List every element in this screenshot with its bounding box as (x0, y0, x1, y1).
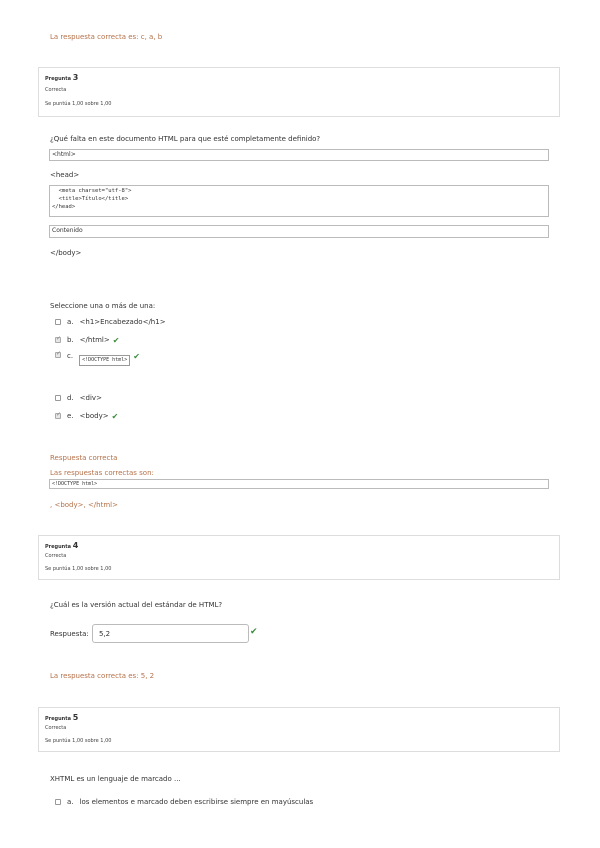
option-a[interactable] (55, 317, 166, 327)
question-4-feedback: La respuesta correcta es: 5, 2 (50, 672, 155, 680)
question-4-text: ¿Cuál es la versión actual del estándar de HTML? (50, 601, 223, 609)
question-grade: Se puntúa 1,00 sobre 1,00 (45, 101, 112, 107)
question-grade: Se puntúa 1,00 sobre 1,00 (45, 738, 112, 744)
option-d-checkbox[interactable] (55, 395, 61, 401)
option-letter: a. (67, 798, 74, 806)
question-5-info (38, 707, 560, 752)
q5-option-a[interactable] (55, 797, 313, 807)
option-e-checkbox[interactable] (55, 413, 61, 419)
answer-input[interactable]: 5,2 (92, 624, 249, 643)
option-letter: e. (67, 412, 74, 420)
option-b-checkbox[interactable] (55, 337, 61, 343)
option-letter: a. (67, 318, 74, 326)
body-close-label: </body> (50, 249, 82, 257)
question-label: Pregunta (45, 544, 71, 550)
option-letter: d. (67, 394, 74, 402)
question-number (45, 713, 78, 722)
option-text: <body> (79, 412, 109, 420)
question-3-text: ¿Qué falta en este documento HTML para que esté completamente definido? (50, 135, 321, 143)
option-c-checkbox[interactable] (55, 352, 61, 358)
content-box: Contenido (49, 225, 549, 238)
previous-question-feedback: La respuesta correcta es: c, a, b (50, 33, 163, 41)
check-icon: ✔ (250, 627, 258, 637)
option-e[interactable] (55, 411, 118, 421)
feedback-rest: , <body>, </html> (50, 501, 118, 509)
select-prompt: Seleccione una o más de una: (50, 302, 156, 310)
option-text: <h1>Encabezado</h1> (79, 318, 166, 326)
option-c[interactable] (55, 352, 140, 362)
question-number (45, 73, 78, 82)
question-number-value: 4 (72, 541, 79, 550)
option-d[interactable] (55, 393, 102, 403)
option-text: </html> (79, 336, 110, 344)
question-state: Correcta (45, 553, 67, 559)
question-number (45, 541, 78, 550)
option-b[interactable] (55, 335, 119, 345)
question-state: Correcta (45, 725, 67, 731)
code-line-html: <html> (49, 149, 549, 161)
option-a-checkbox[interactable] (55, 319, 61, 325)
q5-option-a-checkbox[interactable] (55, 799, 61, 805)
check-icon: ✔ (111, 411, 119, 421)
head-label: <head> (50, 171, 80, 179)
option-letter: b. (67, 336, 74, 344)
question-label: Pregunta (45, 716, 71, 722)
question-4-info (38, 535, 560, 580)
check-icon: ✔ (112, 335, 120, 345)
question-label: Pregunta (45, 76, 71, 82)
option-text: los elementos e marcado deben escribirse siempre en mayúsculas (79, 798, 314, 806)
question-number-value: 5 (72, 713, 79, 722)
question-number-value: 3 (72, 73, 79, 82)
answer-label: Respuesta: (50, 630, 89, 638)
question-grade: Se puntúa 1,00 sobre 1,00 (45, 566, 112, 572)
feedback-label: Las respuestas correctas son: (50, 469, 154, 477)
question-state: Correcta (45, 87, 67, 93)
question-5-text: XHTML es un lenguaje de marcado ... (50, 775, 181, 783)
feedback-status: Respuesta correcta (50, 454, 118, 462)
option-letter: c. (67, 352, 74, 360)
feedback-code: <!DOCTYPE html> (49, 479, 549, 489)
question-3-info (38, 67, 560, 117)
option-text: <div> (79, 394, 102, 402)
option-text: <!DOCTYPE html> (79, 355, 130, 366)
code-block-head: <meta charset="utf-8"> <title>Título</title> </head> (49, 185, 549, 217)
check-icon: ✔ (133, 352, 140, 361)
